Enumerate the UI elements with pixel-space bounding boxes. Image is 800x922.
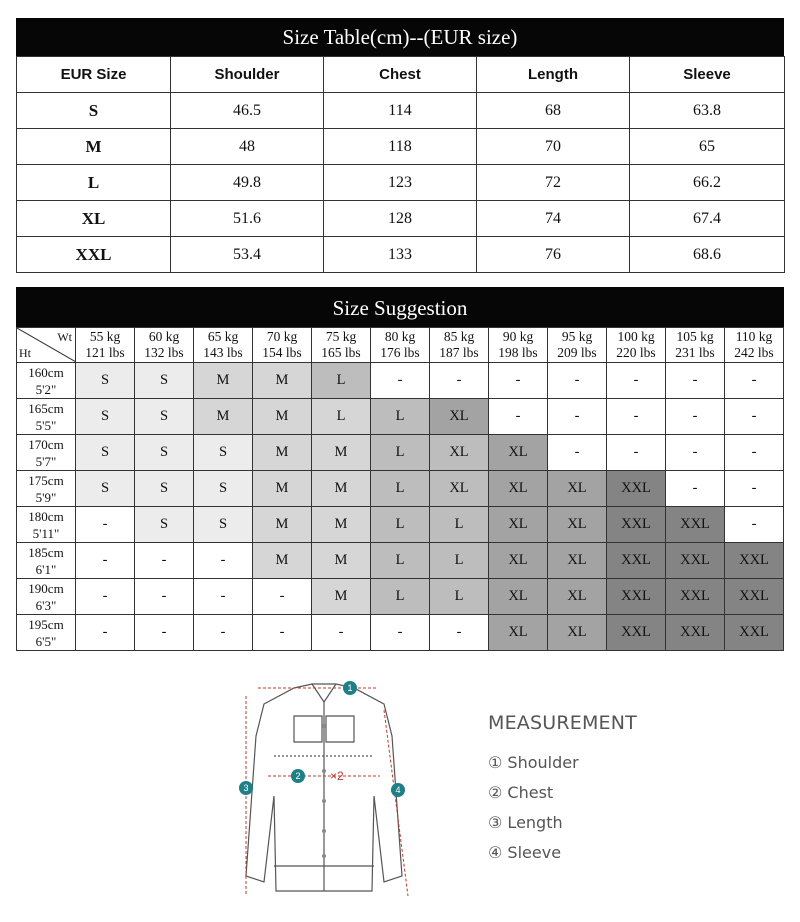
suggestion-cell: M — [253, 471, 312, 507]
weight-kg: 55 kg — [89, 329, 121, 344]
weight-kg: 70 kg — [266, 329, 298, 344]
suggestion-cell: L — [371, 435, 430, 471]
suggestion-row — [17, 399, 784, 435]
suggestion-cell: L — [430, 507, 489, 543]
suggestion-cell: - — [76, 507, 135, 543]
suggestion-cell: XXL — [607, 579, 666, 615]
suggestion-cell: XL — [489, 471, 548, 507]
suggestion-cell: - — [371, 615, 430, 651]
suggestion-cell: L — [430, 543, 489, 579]
height-ft: 6'3" — [35, 597, 57, 613]
suggestion-cell: XL — [430, 435, 489, 471]
suggestion-cell: XL — [548, 471, 607, 507]
suggestion-cell: M — [312, 435, 371, 471]
suggestion-cell: - — [135, 543, 194, 579]
suggestion-cell: - — [194, 543, 253, 579]
suggestion-cell: - — [371, 363, 430, 399]
weight-kg: 105 kg — [676, 329, 714, 344]
suggestion-cell: XXL — [725, 615, 784, 651]
size-table — [16, 56, 785, 273]
suggestion-cell: - — [76, 579, 135, 615]
suggestion-cell: M — [253, 363, 312, 399]
suggestion-cell: XXL — [666, 543, 725, 579]
weight-header-cell — [312, 328, 371, 363]
height-header-cell — [17, 507, 76, 543]
measurement-cell: 133 — [324, 237, 477, 273]
height-ft: 5'7" — [35, 453, 57, 469]
weight-header-cell — [548, 328, 607, 363]
suggestion-cell: M — [312, 507, 371, 543]
weight-kg: 80 kg — [384, 329, 416, 344]
suggestion-cell: XXL — [607, 507, 666, 543]
measurement-cell: 46.5 — [171, 93, 324, 129]
weight-lbs: 143 lbs — [203, 345, 243, 360]
height-header-cell — [17, 615, 76, 651]
marker-2-label: 2 — [295, 771, 301, 781]
suggestion-cell: M — [194, 363, 253, 399]
weight-lbs: 121 lbs — [85, 345, 125, 360]
weight-header-cell — [607, 328, 666, 363]
suggestion-row — [17, 615, 784, 651]
suggestion-cell: - — [135, 579, 194, 615]
weight-header-cell — [371, 328, 430, 363]
suggestion-cell: XL — [489, 615, 548, 651]
corner-wt-label: Wt — [57, 330, 72, 344]
measurement-cell: 51.6 — [171, 201, 324, 237]
weight-kg: 95 kg — [561, 329, 593, 344]
weight-lbs: 187 lbs — [439, 345, 479, 360]
height-cm: 160cm — [28, 364, 64, 380]
weight-header-cell — [76, 328, 135, 363]
suggestion-cell: S — [135, 507, 194, 543]
suggestion-cell: - — [253, 615, 312, 651]
weight-header-cell — [135, 328, 194, 363]
suggestion-cell: M — [312, 543, 371, 579]
suggestion-cell: - — [725, 399, 784, 435]
height-cm: 180cm — [28, 508, 64, 524]
suggestion-row — [17, 579, 784, 615]
suggestion-cell: S — [194, 507, 253, 543]
measurement-cell: 53.4 — [171, 237, 324, 273]
suggestion-cell: L — [371, 471, 430, 507]
suggestion-cell: L — [312, 399, 371, 435]
corner-ht-label: Ht — [19, 346, 31, 360]
suggestion-cell: M — [312, 579, 371, 615]
suggestion-cell: XL — [548, 507, 607, 543]
suggestion-cell: XL — [548, 543, 607, 579]
suggestion-cell: XL — [430, 471, 489, 507]
suggestion-cell: XXL — [607, 543, 666, 579]
weight-kg: 75 kg — [325, 329, 357, 344]
suggestion-cell: XL — [548, 579, 607, 615]
legend-chest: ② Chest — [488, 783, 554, 802]
weight-lbs: 198 lbs — [498, 345, 538, 360]
measurement-cell: 68 — [477, 93, 630, 129]
legend-shoulder: ① Shoulder — [488, 753, 579, 772]
measure-lines — [246, 688, 408, 896]
suggestion-cell: S — [135, 471, 194, 507]
suggestion-cell: - — [194, 615, 253, 651]
size-table-row — [17, 129, 785, 165]
suggestion-row — [17, 435, 784, 471]
height-header-cell — [17, 579, 76, 615]
suggestion-cell: S — [135, 363, 194, 399]
height-cm: 175cm — [28, 472, 64, 488]
size-label-cell: S — [17, 93, 171, 129]
suggestion-cell: L — [430, 579, 489, 615]
measurement-title: MEASUREMENT — [488, 712, 637, 734]
suggestion-cell: - — [666, 363, 725, 399]
suggestion-cell: M — [312, 471, 371, 507]
size-table-block — [16, 18, 784, 273]
height-ft: 5'9" — [35, 489, 57, 505]
weight-kg: 100 kg — [617, 329, 655, 344]
weight-kg: 90 kg — [502, 329, 534, 344]
height-header-cell — [17, 399, 76, 435]
legend-sleeve: ④ Sleeve — [488, 843, 562, 862]
suggestion-cell: XL — [489, 543, 548, 579]
weight-lbs: 242 lbs — [734, 345, 774, 360]
height-ft: 6'1" — [35, 561, 57, 577]
suggestion-cell: XL — [489, 507, 548, 543]
header-sleeve: Sleeve — [630, 57, 785, 93]
height-header-cell — [17, 363, 76, 399]
height-cm: 190cm — [28, 580, 64, 596]
measurement-cell: 70 — [477, 129, 630, 165]
weight-header-cell — [194, 328, 253, 363]
measurement-cell: 63.8 — [630, 93, 785, 129]
suggestion-row — [17, 543, 784, 579]
suggestion-cell: - — [725, 471, 784, 507]
suggestion-cell: M — [253, 507, 312, 543]
suggestion-cell: L — [312, 363, 371, 399]
suggestion-cell: - — [548, 363, 607, 399]
size-suggestion-table — [16, 327, 784, 651]
size-table-row — [17, 93, 785, 129]
corner-cell — [17, 328, 76, 363]
legend-length: ③ Length — [488, 813, 563, 832]
suggestion-cell: - — [725, 363, 784, 399]
suggestion-cell: - — [312, 615, 371, 651]
suggestion-cell: S — [76, 471, 135, 507]
weight-header-cell — [725, 328, 784, 363]
size-label-cell: XL — [17, 201, 171, 237]
weight-lbs: 154 lbs — [262, 345, 302, 360]
suggestion-cell: - — [607, 399, 666, 435]
weight-kg: 60 kg — [148, 329, 180, 344]
height-header-cell — [17, 543, 76, 579]
height-ft: 5'2" — [35, 381, 57, 397]
suggestion-cell: M — [194, 399, 253, 435]
suggestion-cell: - — [548, 435, 607, 471]
header-length: Length — [477, 57, 630, 93]
suggestion-cell: - — [489, 363, 548, 399]
weight-lbs: 165 lbs — [321, 345, 361, 360]
measurement-cell: 114 — [324, 93, 477, 129]
marker-1-label: 1 — [347, 683, 353, 693]
height-cm: 165cm — [28, 400, 64, 416]
weight-lbs: 209 lbs — [557, 345, 597, 360]
suggestion-cell: - — [607, 363, 666, 399]
size-table-row — [17, 201, 785, 237]
jacket-outline — [246, 684, 402, 891]
suggestion-cell: - — [489, 399, 548, 435]
chest-multiplier-label: ×2 — [330, 769, 344, 783]
suggestion-cell: S — [194, 435, 253, 471]
suggestion-row — [17, 363, 784, 399]
suggestion-cell: XL — [489, 435, 548, 471]
measurement-cell: 76 — [477, 237, 630, 273]
measurement-cell: 118 — [324, 129, 477, 165]
measurement-cell: 74 — [477, 201, 630, 237]
measurement-cell: 48 — [171, 129, 324, 165]
height-cm: 195cm — [28, 616, 64, 632]
size-label-cell: XXL — [17, 237, 171, 273]
size-table-row — [17, 237, 785, 273]
weight-header-cell — [253, 328, 312, 363]
weight-lbs: 231 lbs — [675, 345, 715, 360]
height-ft: 5'5" — [35, 417, 57, 433]
size-suggestion-title: Size Suggestion — [16, 287, 784, 327]
weight-header-cell — [430, 328, 489, 363]
suggestion-cell: - — [76, 615, 135, 651]
size-table-header-row — [17, 57, 785, 93]
suggestion-cell: - — [430, 615, 489, 651]
measurement-cell: 65 — [630, 129, 785, 165]
suggestion-cell: - — [725, 507, 784, 543]
weight-kg: 110 kg — [735, 329, 773, 344]
height-ft: 6'5" — [35, 633, 57, 649]
suggestion-cell: M — [253, 543, 312, 579]
suggestion-cell: - — [253, 579, 312, 615]
suggestion-cell: S — [194, 471, 253, 507]
suggestion-cell: - — [666, 399, 725, 435]
size-table-title: Size Table(cm)--(EUR size) — [16, 18, 784, 56]
height-ft: 5'11" — [32, 525, 60, 541]
measurement-cell: 68.6 — [630, 237, 785, 273]
measurement-cell: 128 — [324, 201, 477, 237]
suggestion-cell: L — [371, 399, 430, 435]
weight-lbs: 220 lbs — [616, 345, 656, 360]
height-header-cell — [17, 471, 76, 507]
marker-3-label: 3 — [243, 783, 249, 793]
weight-kg: 85 kg — [443, 329, 475, 344]
suggestion-cell: - — [194, 579, 253, 615]
height-cm: 185cm — [28, 544, 64, 560]
suggestion-cell: XXL — [666, 507, 725, 543]
suggestion-cell: XXL — [666, 615, 725, 651]
jacket-illustration — [234, 676, 414, 906]
measurement-cell: 49.8 — [171, 165, 324, 201]
height-cm: 170cm — [28, 436, 64, 452]
suggestion-row — [17, 471, 784, 507]
suggestion-cell: XXL — [725, 579, 784, 615]
suggestion-cell: - — [76, 543, 135, 579]
height-header-cell — [17, 435, 76, 471]
suggestion-cell: XL — [548, 615, 607, 651]
suggestion-cell: L — [371, 507, 430, 543]
size-label-cell: M — [17, 129, 171, 165]
suggestion-cell: M — [253, 435, 312, 471]
suggestion-cell: XL — [489, 579, 548, 615]
suggestion-cell: XXL — [725, 543, 784, 579]
measurement-cell: 67.4 — [630, 201, 785, 237]
measurement-legend — [488, 712, 637, 868]
suggestion-cell: L — [371, 543, 430, 579]
suggestion-cell: L — [371, 579, 430, 615]
weight-kg: 65 kg — [207, 329, 239, 344]
header-shoulder: Shoulder — [171, 57, 324, 93]
suggestion-cell: S — [135, 399, 194, 435]
marker-4-label: 4 — [395, 785, 401, 795]
header-eur-size: EUR Size — [17, 57, 171, 93]
suggestion-cell: XXL — [607, 615, 666, 651]
suggestion-cell: - — [666, 471, 725, 507]
suggestion-cell: - — [430, 363, 489, 399]
suggestion-header-row — [17, 328, 784, 363]
weight-lbs: 176 lbs — [380, 345, 420, 360]
measurement-cell: 123 — [324, 165, 477, 201]
measurement-cell: 66.2 — [630, 165, 785, 201]
suggestion-cell: M — [253, 399, 312, 435]
suggestion-cell: S — [135, 435, 194, 471]
suggestion-cell: - — [666, 435, 725, 471]
suggestion-cell: XL — [430, 399, 489, 435]
weight-header-cell — [489, 328, 548, 363]
suggestion-row — [17, 507, 784, 543]
weight-lbs: 132 lbs — [144, 345, 184, 360]
measurement-cell: 72 — [477, 165, 630, 201]
weight-header-cell — [666, 328, 725, 363]
suggestion-cell: - — [548, 399, 607, 435]
suggestion-cell: XXL — [666, 579, 725, 615]
suggestion-cell: S — [76, 399, 135, 435]
size-label-cell: L — [17, 165, 171, 201]
suggestion-cell: S — [76, 435, 135, 471]
suggestion-cell: - — [725, 435, 784, 471]
header-chest: Chest — [324, 57, 477, 93]
size-suggestion-block — [16, 287, 784, 651]
suggestion-cell: - — [135, 615, 194, 651]
suggestion-cell: - — [607, 435, 666, 471]
suggestion-cell: XXL — [607, 471, 666, 507]
size-table-row — [17, 165, 785, 201]
suggestion-cell: S — [76, 363, 135, 399]
